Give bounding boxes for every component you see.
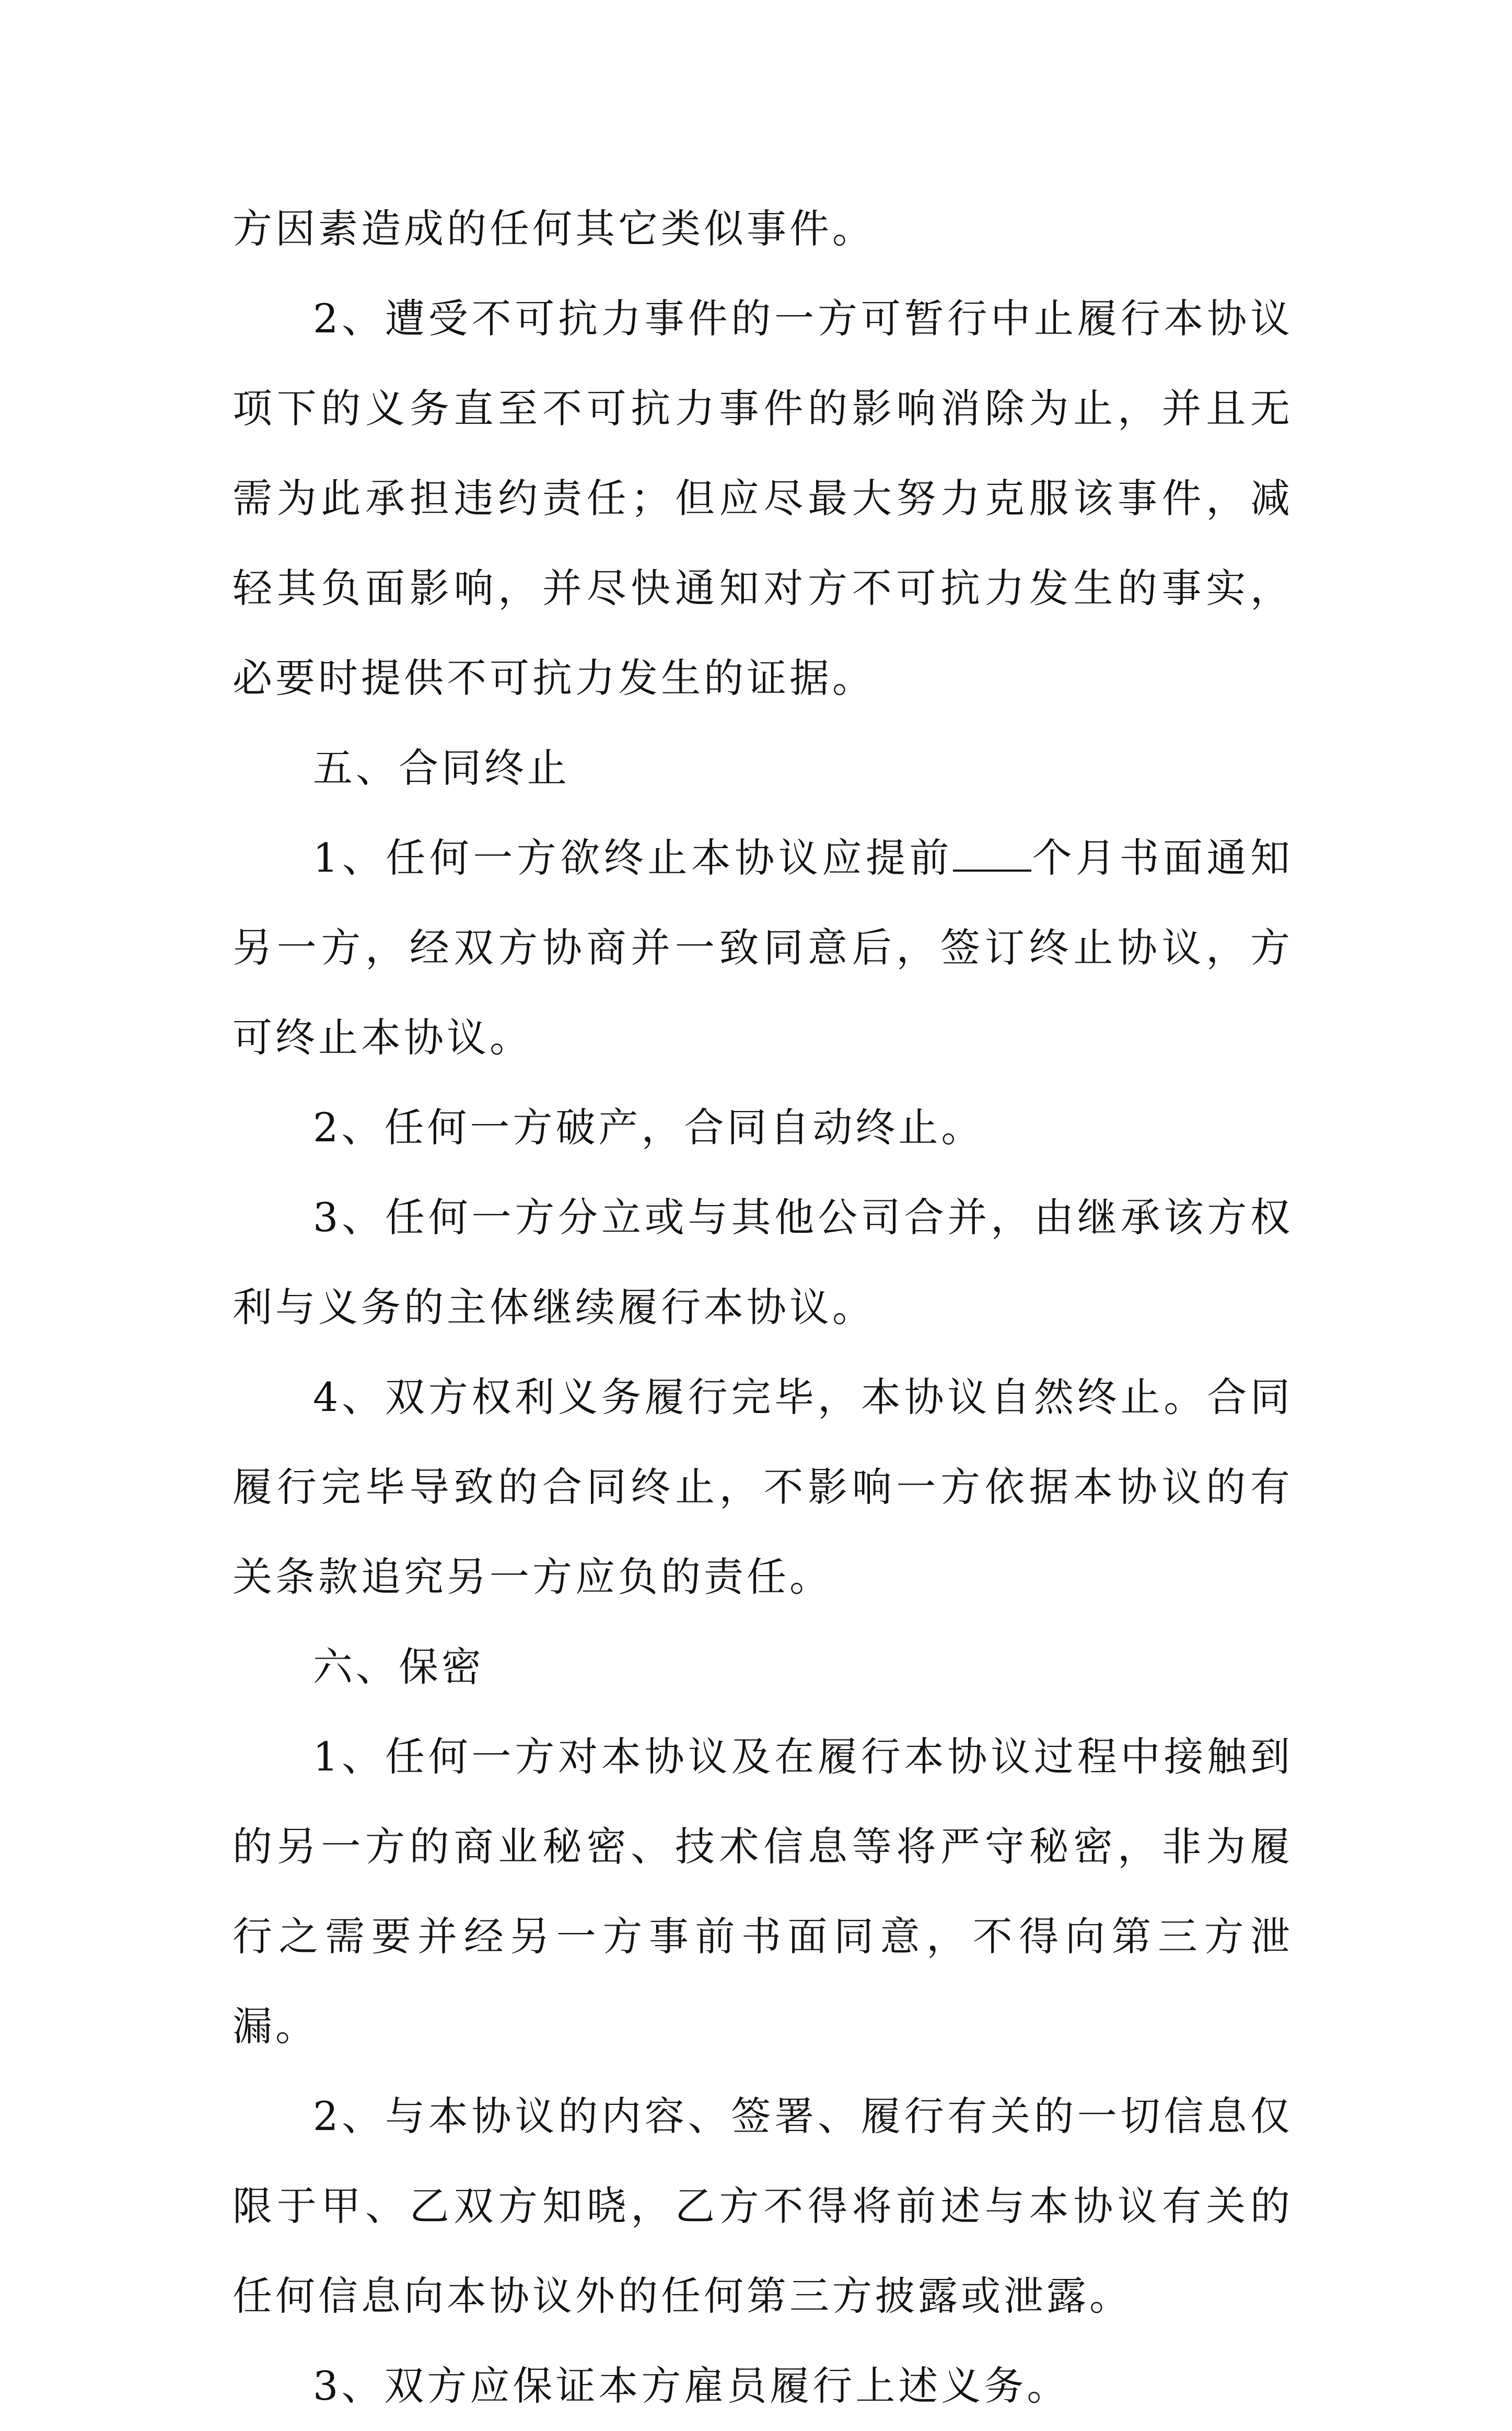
- paragraph-force-majeure-end: 方因素造成的任何其它类似事件。: [232, 205, 875, 252]
- paragraph-force-majeure-2: 2、遭受不可抗力事件的一方可暂行中止履行本协议项下的义务直至不可抗力事件的影响消除为止，并且无需为此承担违约责任；但应尽最大努力克服该事件，减轻其负面影响，并尽快通知对方不可抗力发生的事实，必要时提供不可抗力发生的证据。: [232, 295, 1293, 701]
- paragraph-termination-2: 2、任何一方破产，合同自动终止。: [313, 1104, 984, 1151]
- paragraph-termination-1: [232, 813, 1293, 1083]
- paragraph-termination-4: 4、双方权利义务履行完毕，本协议自然终止。合同履行完毕导致的合同终止，不影响一方依据本协议的有关条款追究另一方应负的责任。: [232, 1374, 1293, 1600]
- termination-1-text-before: 1、任何一方欲终止本协议应提前: [313, 835, 953, 881]
- notice-months-blank: [953, 838, 1031, 872]
- paragraph-confidentiality-2: 2、与本协议的内容、签署、履行有关的一切信息仅限于甲、乙双方知晓，乙方不得将前述与本协议有关的任何信息向本协议外的任何第三方披露或泄露。: [232, 2093, 1293, 2319]
- paragraph-termination-3: 3、任何一方分立或与其他公司合并，由继承该方权利与义务的主体继续履行本协议。: [232, 1194, 1293, 1330]
- document-body: [232, 184, 1293, 2431]
- section-heading-termination: 五、合同终止: [313, 745, 570, 791]
- paragraph-confidentiality-3: 3、双方应保证本方雇员履行上述义务。: [313, 2363, 1070, 2409]
- termination-1-text-after: 个月书面通知另一方，经双方协商并一致同意后，签订终止协议，方可终止本协议。: [232, 835, 1294, 1061]
- section-heading-confidentiality: 六、保密: [313, 1643, 484, 1690]
- paragraph-confidentiality-1: 1、任何一方对本协议及在履行本协议过程中接触到的另一方的商业秘密、技术信息等将严守秘密，非为履行之需要并经另一方事前书面同意，不得向第三方泄漏。: [232, 1733, 1293, 2050]
